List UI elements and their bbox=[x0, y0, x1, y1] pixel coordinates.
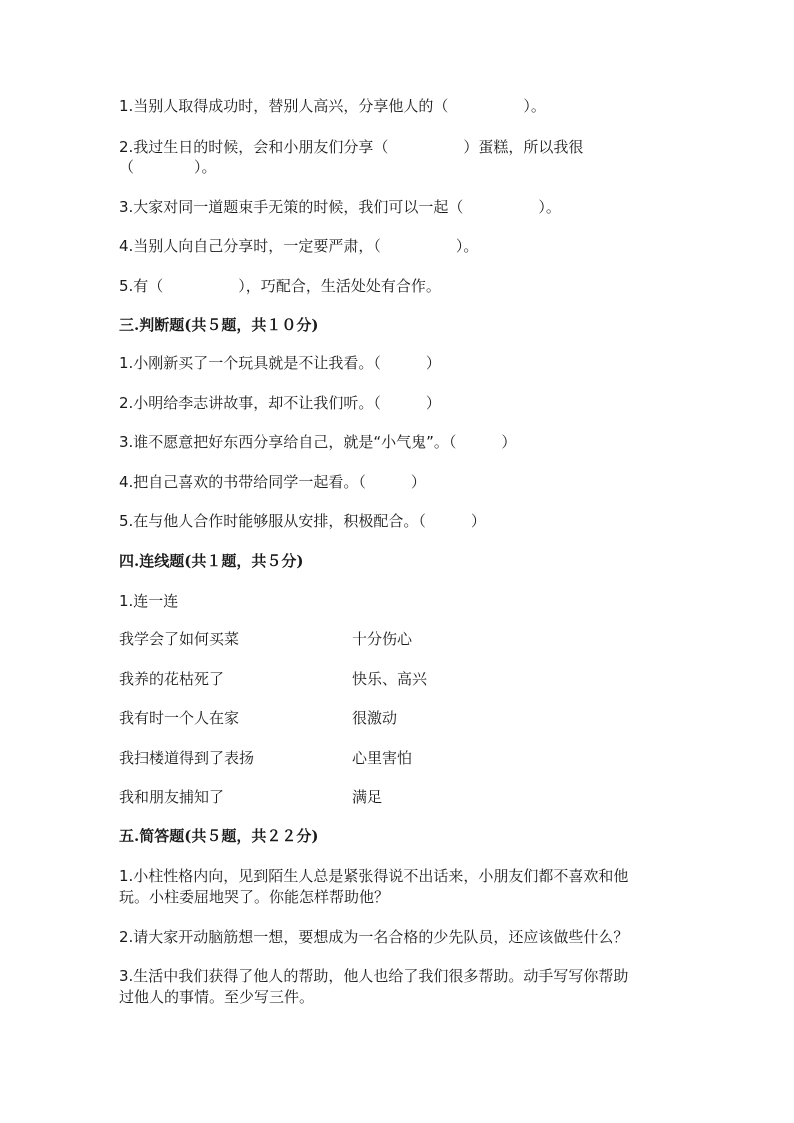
section-heading-short-answer: 五.简答题(共５题，共２２分) bbox=[119, 827, 319, 845]
match-left-item: 我扫楼道得到了表扬 bbox=[119, 749, 255, 767]
short-question-1-line-2: 玩。小柱委屈地哭了。你能怎样帮助他？ bbox=[119, 888, 390, 906]
fill-question-1: 1.当别人取得成功时，替别人高兴，分享他人的（ ）。 bbox=[119, 97, 546, 115]
match-right-item: 心里害怕 bbox=[352, 749, 413, 767]
match-right-item: 很激动 bbox=[352, 709, 398, 727]
match-left-item: 我学会了如何买菜 bbox=[119, 630, 240, 648]
match-right-item: 十分伤心 bbox=[352, 630, 413, 648]
match-prompt: 1.连一连 bbox=[119, 592, 179, 610]
match-left-item: 我和朋友捕知了 bbox=[119, 788, 225, 806]
fill-question-4: 4.当别人向自己分享时，一定要严肃，（ ）。 bbox=[119, 237, 479, 255]
judge-question-5: 5.在与他人合作时能够服从安排，积极配合。（ ） bbox=[119, 512, 486, 530]
fill-question-3: 3.大家对同一道题束手无策的时候，我们可以一起（ ）。 bbox=[119, 198, 561, 216]
fill-question-2-line-1: 2.我过生日的时候，会和小朋友们分享（ ）蛋糕，所以我很 bbox=[119, 138, 584, 156]
short-question-3-line-1: 3.生活中我们获得了他人的帮助，他人也给了我们很多帮助。动手写写你帮助 bbox=[119, 967, 629, 985]
match-right-item: 满足 bbox=[352, 788, 383, 806]
judge-question-4: 4.把自己喜欢的书带给同学一起看。（ ） bbox=[119, 473, 426, 491]
match-left-item: 我养的花枯死了 bbox=[119, 670, 225, 688]
short-question-3-line-2: 过他人的事情。至少写三件。 bbox=[119, 988, 315, 1006]
judge-question-3: 3.谁不愿意把好东西分享给自己，就是“小气鬼”。（ ） bbox=[119, 433, 517, 451]
fill-question-2-line-2: （ ）。 bbox=[119, 158, 217, 176]
match-right-item: 快乐、高兴 bbox=[352, 670, 428, 688]
fill-question-5: 5.有（ ），巧配合，生活处处有合作。 bbox=[119, 277, 441, 295]
short-question-1-line-1: 1.小柱性格内向，见到陌生人总是紧张得说不出话来，小朋友们都不喜欢和他 bbox=[119, 867, 629, 885]
judge-question-2: 2.小明给李志讲故事，却不让我们听。（ ） bbox=[119, 394, 441, 412]
section-heading-match: 四.连线题(共１题，共５分) bbox=[119, 552, 304, 570]
judge-question-1: 1.小刚新买了一个玩具就是不让我看。（ ） bbox=[119, 354, 441, 372]
section-heading-judge: 三.判断题(共５题，共１０分) bbox=[119, 316, 319, 334]
short-question-2: 2.请大家开动脑筋想一想，要想成为一名合格的少先队员，还应该做些什么？ bbox=[119, 928, 629, 946]
match-left-item: 我有时一个人在家 bbox=[119, 709, 240, 727]
